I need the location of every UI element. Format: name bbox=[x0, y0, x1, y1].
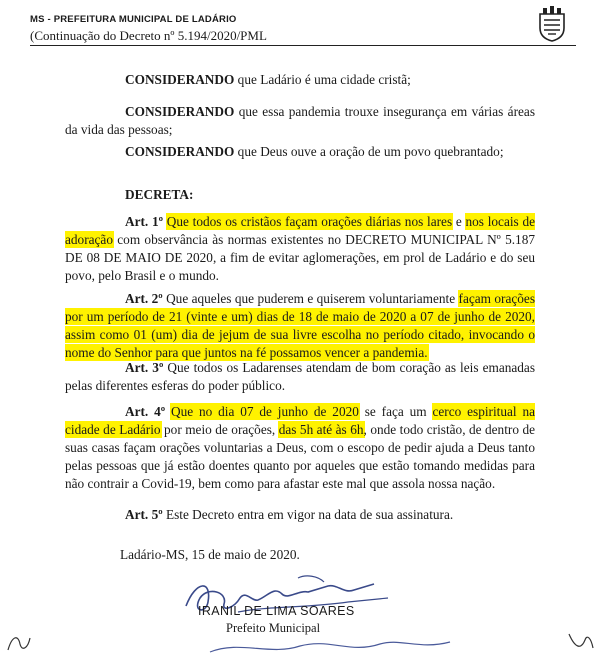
article-3: Art. 3º Que todos os Ladarenses atendam de bom coração as leis emanadas pelas diferentes esferas do poder público. bbox=[65, 360, 535, 393]
article-5: Art. 5º Este Decreto entra em vigor na data de sua assinatura. bbox=[125, 507, 454, 522]
highlighted-text: nos locais de adoração bbox=[65, 214, 535, 247]
considerando-1 bbox=[65, 71, 535, 89]
header-rule bbox=[30, 45, 576, 46]
considerando-2 bbox=[65, 103, 535, 139]
article-label: Art. 1º bbox=[125, 214, 164, 229]
initials-mark bbox=[565, 628, 597, 654]
highlighted-text: Que todos os cristãos façam orações diárias nos lares bbox=[166, 214, 453, 229]
considerando-text: que essa pandemia trouxe insegurança em várias áreas da vida das pessoas; bbox=[65, 104, 535, 137]
header-institution: MS - PREFEITURA MUNICIPAL DE LADÁRIO bbox=[30, 14, 237, 25]
considerando-text: que Deus ouve a oração de um povo quebrantado; bbox=[234, 144, 504, 159]
initials-mark bbox=[4, 630, 34, 656]
article-label: Art. 5º bbox=[125, 507, 163, 522]
municipal-crest-icon bbox=[537, 6, 567, 42]
decreta-heading: DECRETA: bbox=[125, 187, 194, 202]
highlighted-text: cerco espiritual na cidade de Ladário bbox=[65, 404, 536, 437]
signatory-name: IRANIL DE LIMA SOARES bbox=[198, 604, 355, 618]
rubric-scribble bbox=[200, 634, 460, 658]
signing-date: Ladário-MS, 15 de maio de 2020. bbox=[120, 547, 300, 562]
signatory-role: Prefeito Municipal bbox=[226, 621, 321, 635]
highlighted-text: façam orações por um período de 21 (vinte e um) dias de 18 de maio de 2020 a 07 de junho de 2020, assim como 01 (um) dia de jejum de sua livre escolha no período citado, invocando o nome do Senhor para que juntos na fé possamos vencer a pandemia. bbox=[65, 291, 535, 360]
article-label: Art. 4º bbox=[125, 404, 166, 419]
article-1: Art. 1º Que todos os cristãos façam orações diárias nos lares e nos locais de adoração com observância às normas existentes no DECRETO MUNICIPAL Nº 5.187 DE 08 DE MAIO DE 2020, a fim de evitar aglomerações, em prol de Ladário e do seu povo, pelo Brasil e o mundo. bbox=[65, 214, 535, 283]
considerando-text: que Ladário é uma cidade cristã; bbox=[234, 72, 411, 87]
considerando-keyword: CONSIDERANDO bbox=[125, 144, 235, 159]
header-continuation: (Continuação do Decreto nº 5.194/2020/PML bbox=[30, 28, 267, 43]
article-label: Art. 2º bbox=[125, 291, 163, 306]
highlighted-text: das 5h até às 6h bbox=[278, 422, 364, 437]
considerando-3 bbox=[65, 143, 535, 161]
article-4: Art. 4º Que no dia 07 de junho de 2020 se faça um cerco espiritual na cidade de Ladário por meio de orações, das 5h até às 6h, onde todo cristão, de dentro de suas casas façam orações voluntarias a Deus, com o escopo de pedir ajuda a Deus tanto pelas pessoas que já estão doentes quanto por aqueles que estão tomando medidas para não contrair a Covid-19, bem como para afastar este mal que assola nossa nação. bbox=[65, 404, 536, 491]
highlighted-text: Que no dia 07 de junho de 2020 bbox=[171, 404, 359, 419]
article-2: Art. 2º Que aqueles que puderem e quiserem voluntariamente façam orações por um período de 21 (vinte e um) dias de 18 de maio de 2020 a 07 de junho de 2020, assim como 01 (um) dia de jejum de sua livre escolha no período citado, invocando o nome do Senhor para que juntos na fé possamos vencer a pandemia. bbox=[65, 291, 535, 360]
considerando-keyword: CONSIDERANDO bbox=[125, 72, 235, 87]
article-label: Art. 3º bbox=[125, 360, 164, 375]
considerando-keyword: CONSIDERANDO bbox=[125, 104, 235, 119]
